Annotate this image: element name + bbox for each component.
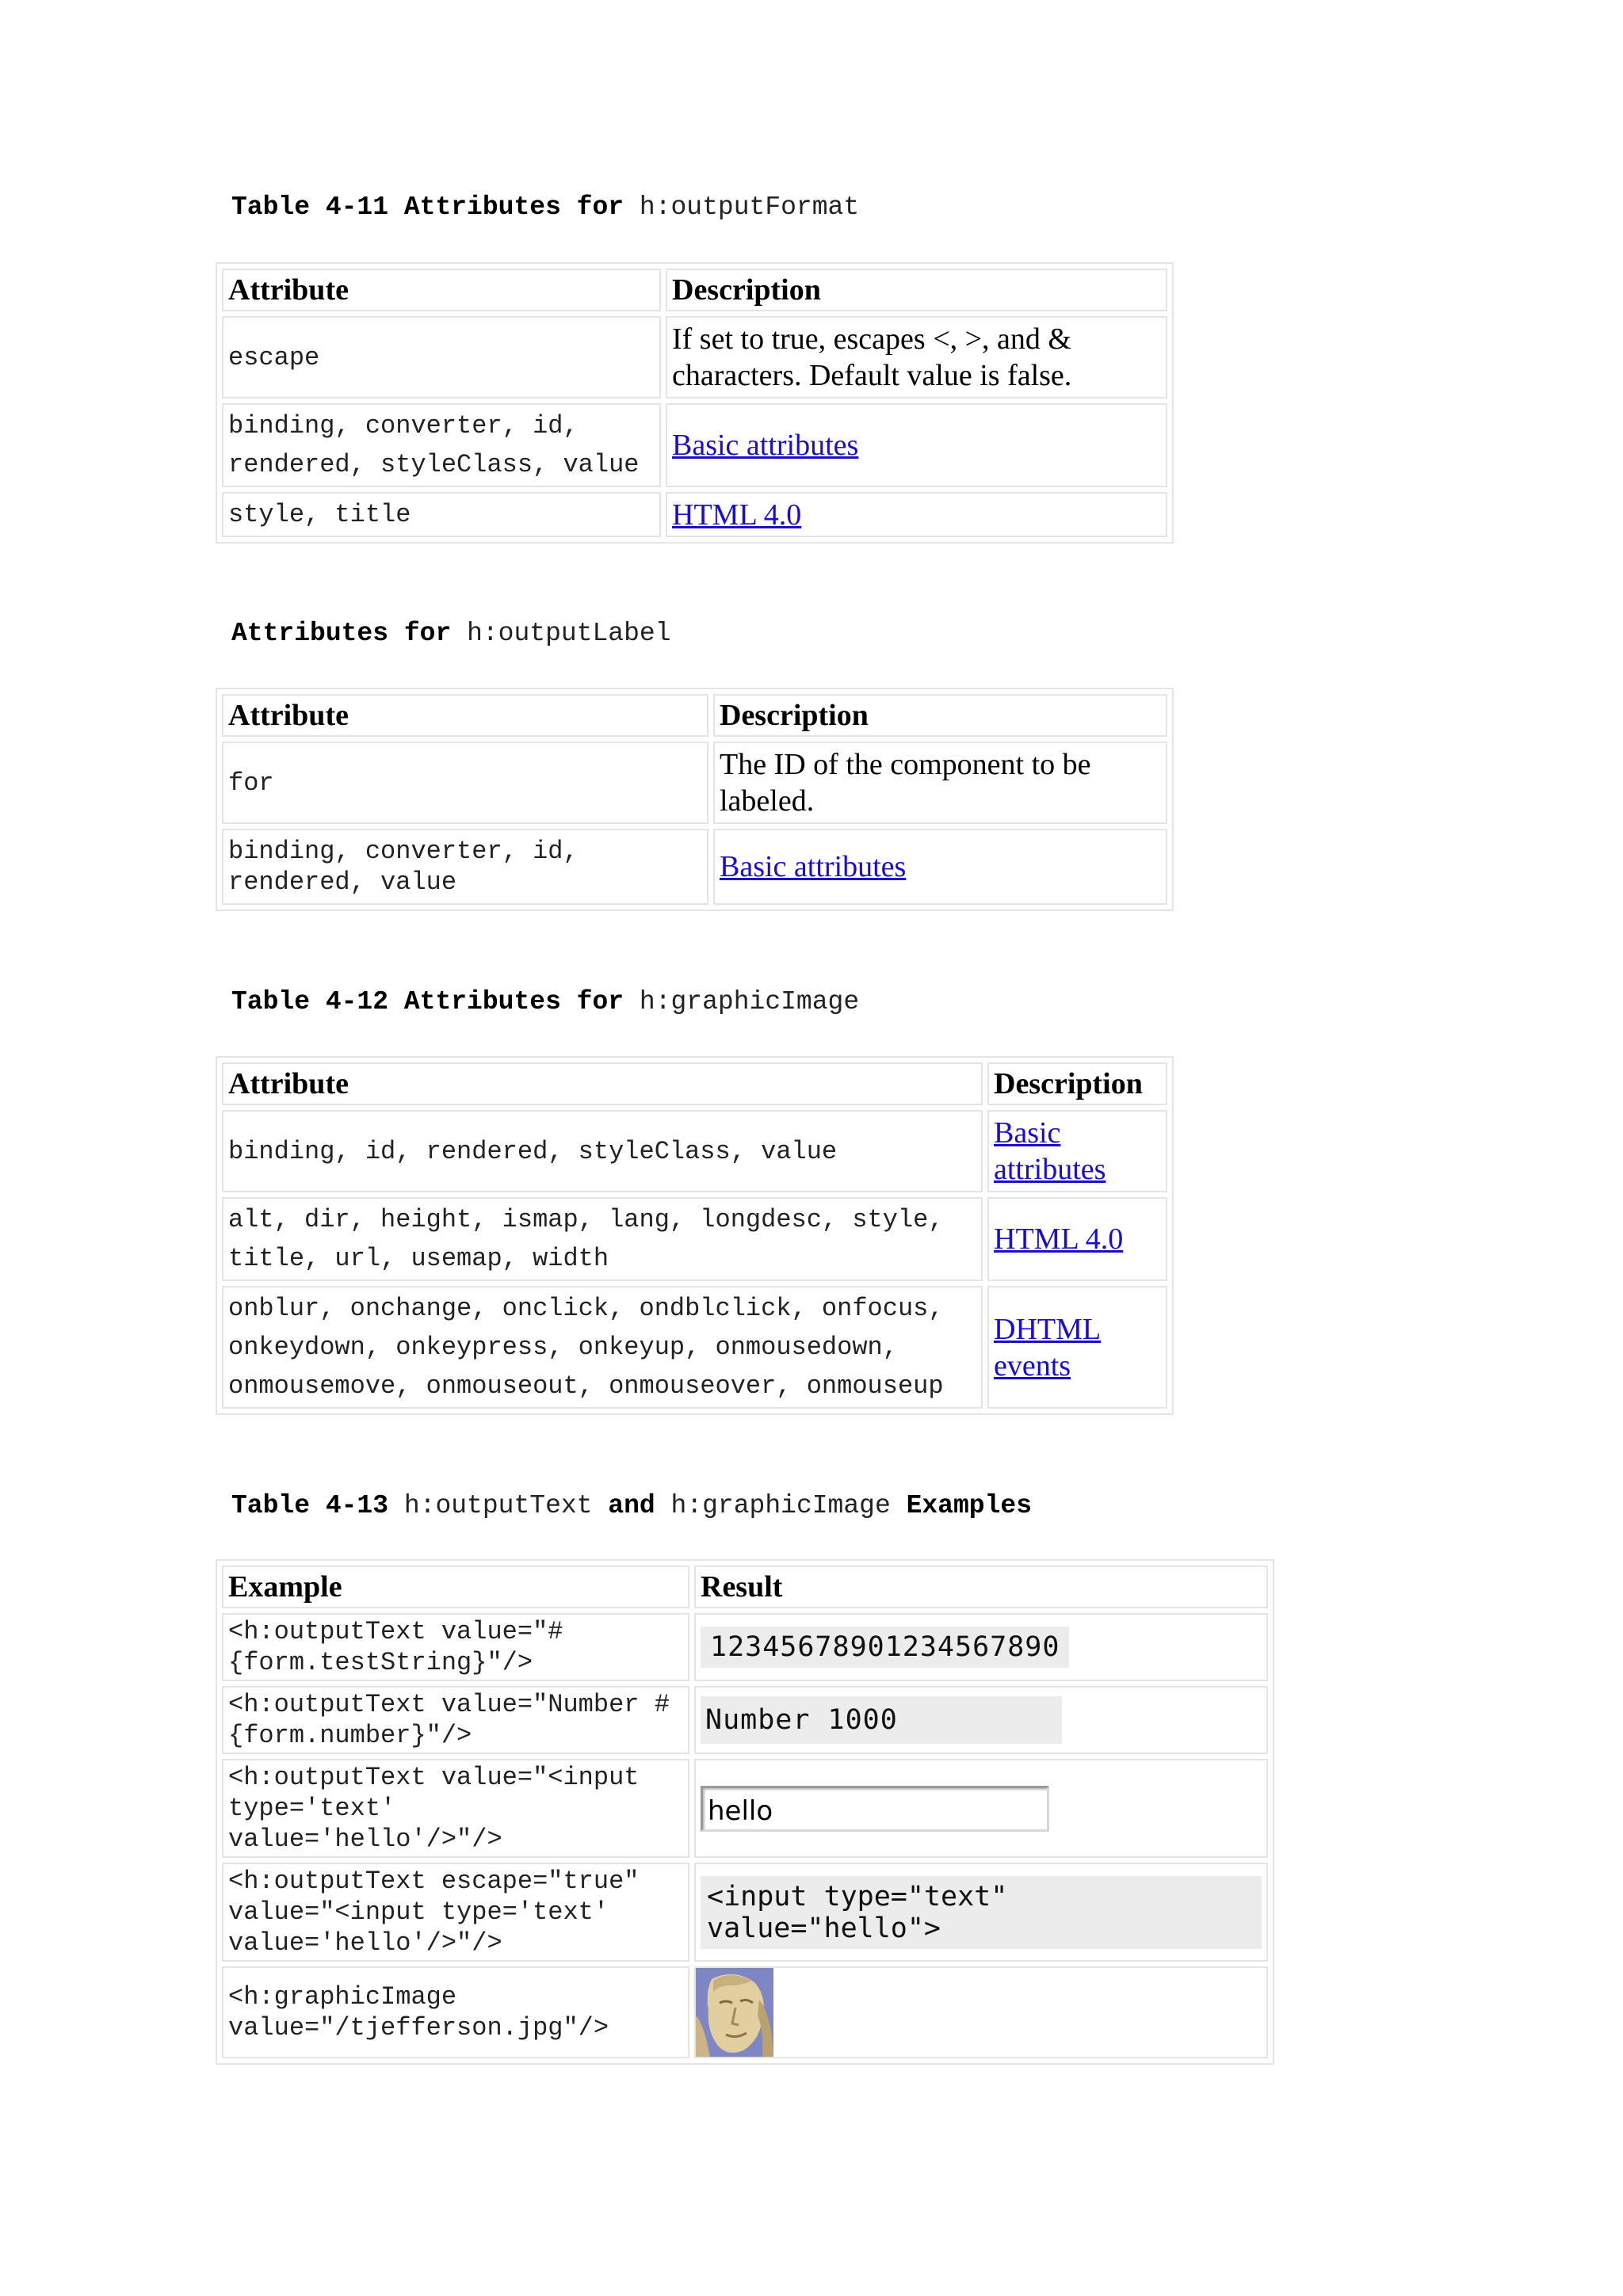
example-cell: <h:graphicImage value="/tjefferson.jpg"/> [222, 1966, 689, 2058]
rendered-escaped-text: <input type="text" value="hello"> [701, 1876, 1262, 1949]
example-cell: <h:outputText value="Number #{form.number}"/> [222, 1686, 689, 1754]
table-4-12 [216, 1056, 1174, 1415]
table-4-13 [216, 1559, 1274, 2065]
caption-text: Examples [890, 1491, 1032, 1520]
description-cell [987, 1197, 1167, 1281]
rendered-output-text: 12345678901234567890 [701, 1627, 1069, 1668]
attribute-cell: style, title [222, 492, 661, 537]
result-cell [694, 1686, 1268, 1754]
result-cell [694, 1966, 1268, 2058]
attribute-cell: escape [222, 316, 661, 399]
output-label-caption [231, 619, 671, 648]
table-row [222, 1966, 1268, 2058]
table-4-11 [216, 262, 1174, 543]
table-row [222, 1863, 1268, 1962]
header-example: Example [222, 1566, 689, 1608]
description-cell: The ID of the component to be labeled. [713, 742, 1167, 824]
basic-attributes-link[interactable]: Basic attributes [672, 429, 859, 462]
table-row [222, 1613, 1268, 1681]
dhtml-events-link[interactable]: DHTML events [994, 1312, 1102, 1383]
table-header-row [222, 1566, 1268, 1608]
description-cell [987, 1286, 1167, 1409]
result-cell [694, 1863, 1268, 1962]
table-row [222, 316, 1167, 399]
caption-code: h:outputFormat [639, 193, 860, 222]
header-attribute: Attribute [222, 269, 661, 311]
table-row [222, 829, 1167, 905]
caption-code: h:outputText [403, 1491, 593, 1520]
caption-code: h:graphicImage [639, 987, 860, 1016]
table-header-row [222, 1062, 1167, 1105]
caption-text: Table 4-13 [231, 1491, 404, 1520]
header-attribute: Attribute [222, 694, 708, 737]
caption-text: and [592, 1491, 671, 1520]
caption-code: h:graphicImage [670, 1491, 891, 1520]
header-result: Result [694, 1566, 1268, 1608]
result-cell [694, 1759, 1268, 1858]
description-cell [987, 1110, 1167, 1192]
html-4-link[interactable]: HTML 4.0 [994, 1222, 1124, 1256]
description-cell [666, 492, 1167, 537]
basic-attributes-link[interactable]: Basic attributes [994, 1116, 1106, 1186]
table-row [222, 1759, 1268, 1858]
attribute-cell: onblur, onchange, onclick, ondblclick, onfocus, onkeydown, onkeypress, onkeyup, onmousedown, onmousemove, onmouseout, onmouseover, onmouseup [222, 1286, 983, 1409]
description-cell [713, 829, 1167, 905]
table-output-label [216, 688, 1174, 911]
description-cell [666, 403, 1167, 487]
header-description: Description [713, 694, 1167, 737]
basic-attributes-link[interactable]: Basic attributes [720, 850, 907, 883]
rendered-output-text: Number 1000 [701, 1696, 1062, 1744]
table-row [222, 403, 1167, 487]
header-attribute: Attribute [222, 1062, 983, 1105]
example-cell: <h:outputText value="<input type='text' value='hello'/>"/> [222, 1759, 689, 1858]
description-cell: If set to true, escapes <, >, and & characters. Default value is false. [666, 316, 1167, 399]
caption-text: Table 4-12 Attributes for [231, 987, 640, 1016]
caption-text: Attributes for [231, 619, 468, 648]
caption-text: Table 4-11 Attributes for [231, 193, 640, 222]
table-row [222, 1286, 1167, 1409]
table-row [222, 1110, 1167, 1192]
header-description: Description [987, 1062, 1167, 1105]
attribute-cell: binding, id, rendered, styleClass, value [222, 1110, 983, 1192]
attribute-cell: alt, dir, height, ismap, lang, longdesc, style, title, url, usemap, width [222, 1197, 983, 1281]
caption-code: h:outputLabel [467, 619, 671, 648]
example-cell: <h:outputText escape="true" value="<input type='text' value='hello'/>"/> [222, 1863, 689, 1962]
attribute-cell: binding, converter, id, rendered, value [222, 829, 708, 905]
table-4-11-caption [231, 193, 859, 222]
html-4-link[interactable]: HTML 4.0 [672, 498, 802, 532]
table-row [222, 1197, 1167, 1281]
table-4-13-caption [231, 1491, 1032, 1520]
attribute-cell: binding, converter, id, rendered, styleClass, value [222, 403, 661, 487]
jefferson-portrait-image [696, 1968, 773, 2057]
table-4-12-caption [231, 987, 859, 1016]
example-cell: <h:outputText value="#{form.testString}"/> [222, 1613, 689, 1681]
rendered-text-input[interactable]: hello [701, 1786, 1049, 1832]
table-header-row [222, 694, 1167, 737]
table-row [222, 1686, 1268, 1754]
result-cell [694, 1613, 1268, 1681]
header-description: Description [666, 269, 1167, 311]
table-row [222, 742, 1167, 824]
attribute-cell: for [222, 742, 708, 824]
table-header-row [222, 269, 1167, 311]
table-row [222, 492, 1167, 537]
